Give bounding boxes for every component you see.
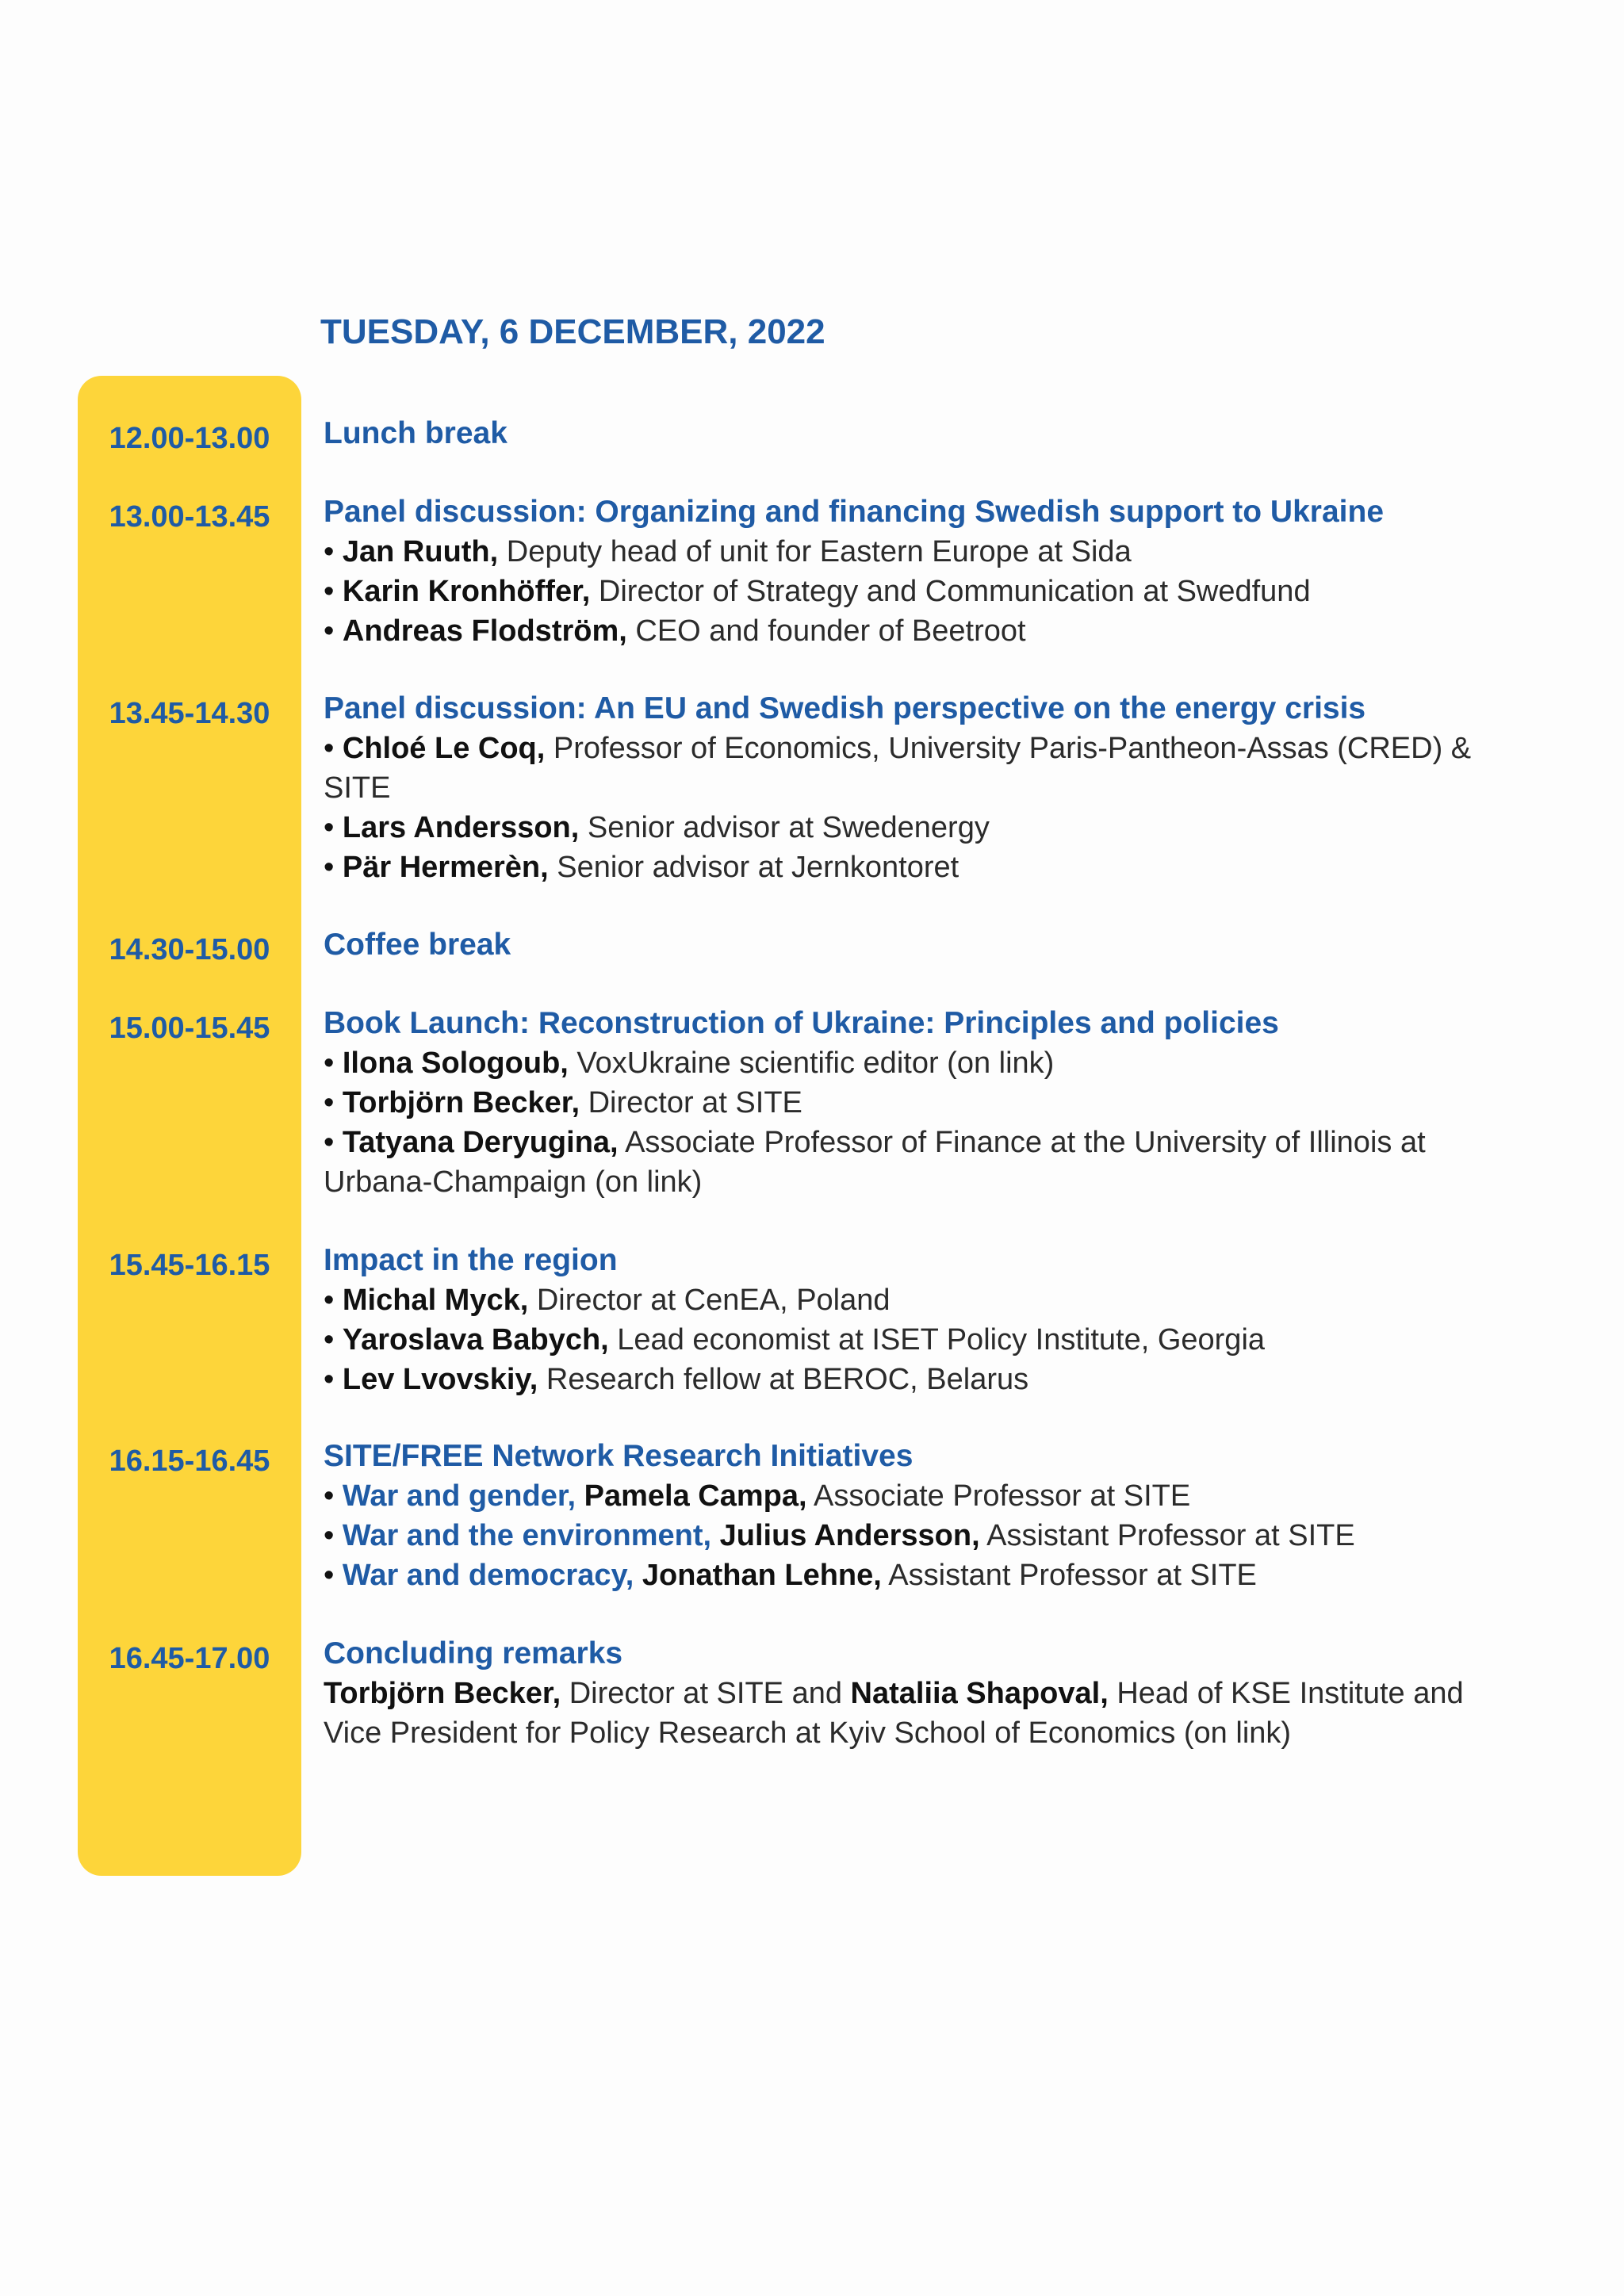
session-title: Lunch break xyxy=(324,416,508,450)
speaker-line xyxy=(324,1476,1529,1516)
speaker-role: Senior advisor at Swedenergy xyxy=(579,811,990,844)
bullet: • xyxy=(324,851,343,884)
bullet: • xyxy=(324,1519,343,1552)
speaker-name: Ilona Sologoub, xyxy=(342,1047,569,1080)
speaker-name: Lev Lvovskiy, xyxy=(342,1363,538,1396)
speaker-name: Andreas Flodström, xyxy=(342,614,627,648)
speaker-name: Pär Hermerèn, xyxy=(342,851,549,884)
session-body xyxy=(324,1634,1529,1753)
session-time: 16.45-17.00 xyxy=(109,1642,270,1675)
session-body xyxy=(324,925,1529,965)
speaker-line xyxy=(324,1320,1529,1360)
speaker-role: Lead economist at ISET Policy Institute, Georgia xyxy=(608,1323,1266,1357)
speaker-name: Torbjörn Becker, xyxy=(324,1677,561,1710)
session-time: 15.45-16.15 xyxy=(109,1249,270,1282)
speaker-role: CEO and founder of Beetroot xyxy=(626,614,1026,648)
speaker-role: Associate Professor of Finance at the University of Illinois at Urbana-Champaign (on link) xyxy=(324,1126,1426,1199)
bullet: • xyxy=(324,1363,343,1396)
speaker-line xyxy=(324,1123,1529,1202)
speaker-name: Pamela Campa, xyxy=(576,1479,807,1513)
bullet: • xyxy=(324,732,343,765)
speaker-line xyxy=(324,1043,1529,1083)
speaker-line xyxy=(324,1674,1529,1753)
speaker-line xyxy=(324,1360,1529,1399)
bullet: • xyxy=(324,1086,343,1119)
speaker-line xyxy=(324,729,1529,808)
speaker-line xyxy=(324,572,1529,611)
session-body xyxy=(324,492,1529,651)
speaker-role: Associate Professor at SITE xyxy=(806,1479,1191,1513)
session-body xyxy=(324,1004,1529,1202)
session-time: 14.30-15.00 xyxy=(109,933,270,966)
speaker-role: Research fellow at BEROC, Belarus xyxy=(538,1363,1029,1396)
session-title: Impact in the region xyxy=(324,1243,618,1277)
bullet: • xyxy=(324,811,343,844)
speaker-role: Director of Strategy and Communication at Swedfund xyxy=(590,575,1311,608)
speaker-role: Assistant Professor at SITE xyxy=(881,1559,1257,1592)
session-body xyxy=(324,1241,1529,1399)
speaker-name: Lars Andersson, xyxy=(342,811,580,844)
speaker-role: Deputy head of unit for Eastern Europe at Sida xyxy=(498,535,1132,568)
speaker-role: Director at SITE xyxy=(580,1086,802,1119)
session-title: Concluding remarks xyxy=(324,1636,623,1670)
session-time: 13.00-13.45 xyxy=(109,500,270,534)
speaker-role: Director at SITE and xyxy=(561,1677,851,1710)
speaker-name: Jan Ruuth, xyxy=(342,535,499,568)
session-time: 12.00-13.00 xyxy=(109,422,270,455)
session-body xyxy=(324,414,1529,453)
speaker-name: Torbjörn Becker, xyxy=(342,1086,580,1119)
bullet: • xyxy=(324,535,343,568)
bullet: • xyxy=(324,1559,343,1592)
speaker-line xyxy=(324,611,1529,651)
research-topic: War and the environment, xyxy=(342,1519,712,1552)
session-time: 13.45-14.30 xyxy=(109,697,270,730)
session-body xyxy=(324,689,1529,887)
session-title: Panel discussion: An EU and Swedish perspective on the energy crisis xyxy=(324,691,1366,725)
speaker-name: Michal Myck, xyxy=(342,1284,529,1317)
bullet: • xyxy=(324,614,343,648)
session-title: Panel discussion: Organizing and financing Swedish support to Ukraine xyxy=(324,495,1385,529)
speaker-line xyxy=(324,1556,1529,1595)
speaker-role: Senior advisor at Jernkontoret xyxy=(548,851,959,884)
speaker-name: Nataliia Shapoval, xyxy=(850,1677,1109,1710)
speaker-name: Yaroslava Babych, xyxy=(342,1323,609,1357)
speaker-line xyxy=(324,848,1529,887)
speaker-line xyxy=(324,808,1529,848)
speaker-name: Jonathan Lehne, xyxy=(634,1559,882,1592)
speaker-role: Assistant Professor at SITE xyxy=(979,1519,1355,1552)
speaker-name: Karin Kronhöffer, xyxy=(342,575,591,608)
speaker-name: Chloé Le Coq, xyxy=(342,732,546,765)
session-body xyxy=(324,1437,1529,1595)
speaker-role: Head of KSE Institute and Vice President for Policy Research at Kyiv School of Economics (on link) xyxy=(324,1677,1464,1750)
research-topic: War and democracy, xyxy=(342,1559,634,1592)
session-time: 16.15-16.45 xyxy=(109,1445,270,1478)
speaker-name: Tatyana Deryugina, xyxy=(342,1126,619,1159)
bullet: • xyxy=(324,1126,343,1159)
speaker-line xyxy=(324,1280,1529,1320)
speaker-line xyxy=(324,1516,1529,1556)
session-title: Book Launch: Reconstruction of Ukraine: Principles and policies xyxy=(324,1006,1279,1040)
speaker-line xyxy=(324,532,1529,572)
research-topic: War and gender, xyxy=(342,1479,576,1513)
session-time: 15.00-15.45 xyxy=(109,1012,270,1045)
bullet: • xyxy=(324,1284,343,1317)
bullet: • xyxy=(324,1047,343,1080)
speaker-role: VoxUkraine scientific editor (on link) xyxy=(568,1047,1055,1080)
speaker-role: Professor of Economics, University Paris-Pantheon-Assas (CRED) & SITE xyxy=(324,732,1472,805)
session-title: Coffee break xyxy=(324,928,511,962)
bullet: • xyxy=(324,575,343,608)
bullet: • xyxy=(324,1323,343,1357)
speaker-line xyxy=(324,1083,1529,1123)
session-title: SITE/FREE Network Research Initiatives xyxy=(324,1439,914,1473)
speaker-role: Director at CenEA, Poland xyxy=(528,1284,891,1317)
speaker-name: Julius Andersson, xyxy=(711,1519,980,1552)
page-title: TUESDAY, 6 DECEMBER, 2022 xyxy=(320,312,825,351)
bullet: • xyxy=(324,1479,343,1513)
